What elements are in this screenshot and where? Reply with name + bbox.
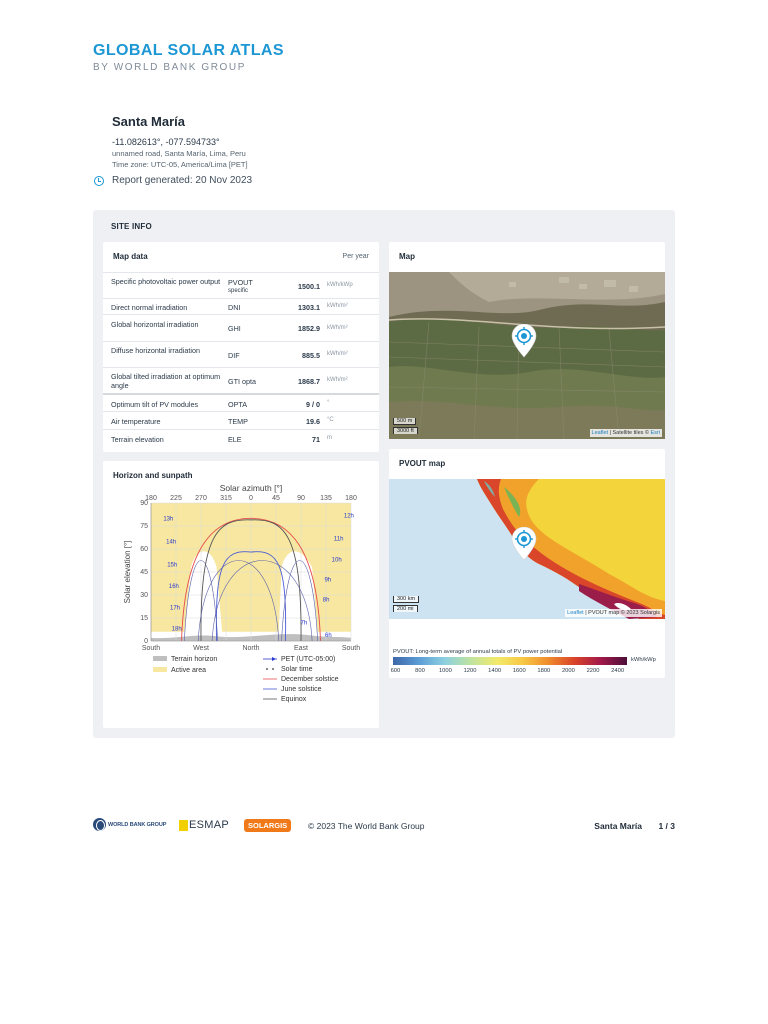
row-value: 71 <box>312 434 320 444</box>
row-value: 1852.9 <box>298 324 320 333</box>
hour-label: 15h <box>167 562 178 569</box>
wbg-logo <box>93 818 166 831</box>
row-unit: ° <box>327 400 330 406</box>
y-tick: 15 <box>140 615 148 622</box>
legend-tick: 2200 <box>586 668 600 674</box>
report-generated <box>94 175 252 186</box>
row-label: Diffuse horizontal irradiation <box>111 346 200 355</box>
legend-tick: 1600 <box>512 668 526 674</box>
pvout-attribution <box>565 609 662 617</box>
location-address: unnamed road, Santa María, Lima, Peru <box>112 149 246 158</box>
site-info-panel <box>93 210 675 738</box>
legend-tick: 1200 <box>463 668 477 674</box>
hour-label: 18h <box>171 626 182 633</box>
bottom-tick: South <box>141 645 161 652</box>
pvout-legend-unit: kWh/kWp <box>631 657 656 663</box>
map-card <box>389 242 665 439</box>
esmap-logo <box>179 819 229 831</box>
hour-label: 12h <box>343 513 354 520</box>
horizon-title: Horizon and sunpath <box>113 471 193 480</box>
brand-title: GLOBAL SOLAR ATLAS <box>93 42 284 59</box>
map-scale-m: 500 m <box>393 418 416 425</box>
legend-active: Active area <box>171 667 207 674</box>
row-label: Direct normal irradiation <box>111 302 188 312</box>
row-abbr: DNI <box>228 302 241 312</box>
hour-label: 16h <box>168 583 179 590</box>
row-value: 1500.1 <box>298 281 320 291</box>
pvout-legend-bar <box>393 657 627 665</box>
row-unit: kWh/m² <box>327 303 348 309</box>
row-unit: m <box>327 435 332 441</box>
legend-tick: 2400 <box>611 668 625 674</box>
map-data-row <box>103 272 379 298</box>
row-value: 885.5 <box>302 350 320 360</box>
top-tick: 180 <box>345 495 357 502</box>
location-pin-icon[interactable] <box>510 527 538 561</box>
top-tick: 270 <box>195 495 207 502</box>
esmap-logo-text: ESMAP <box>189 819 230 831</box>
row-abbr: TEMP <box>228 416 248 426</box>
bottom-tick: West <box>193 645 209 652</box>
solargis-logo: SOLARGIS <box>244 819 291 832</box>
leaflet-link[interactable]: Leaflet <box>591 430 609 436</box>
esmap-mark-icon <box>179 820 188 831</box>
row-label: Global tilted irradiation at optimum angle <box>111 372 221 390</box>
row-abbr-sub: specific <box>228 287 249 294</box>
hour-label: 10h <box>331 557 342 564</box>
legend-equinox: Equinox <box>281 696 307 703</box>
row-value: 1868.7 <box>298 376 320 386</box>
map-data-card <box>103 242 379 452</box>
footer <box>93 818 675 834</box>
pvout-map-title: PVOUT map <box>399 459 446 468</box>
pvout-attribution-text: | PVOUT map © 2023 Solargis <box>583 610 660 616</box>
hour-label: 13h <box>163 516 174 523</box>
pvout-scale-mi: 200 mi <box>393 605 418 612</box>
top-tick: 0 <box>249 495 253 502</box>
brand <box>93 42 284 73</box>
row-label: Global horizontal irradiation <box>111 319 199 329</box>
legend-tick: 1800 <box>537 668 551 674</box>
wbg-logo-text: WORLD BANK GROUP <box>108 821 167 828</box>
location-block <box>112 114 248 169</box>
legend-tick: 600 <box>390 668 401 674</box>
map-attribution-text: | Satellite tiles © <box>608 430 651 436</box>
top-tick: 135 <box>320 495 332 502</box>
hour-label: 9h <box>324 577 332 584</box>
pvout-map[interactable] <box>389 479 665 619</box>
horizon-card <box>103 461 379 728</box>
bottom-tick: East <box>293 645 309 652</box>
row-unit: kWh/m² <box>327 324 348 331</box>
page-number: 1 / 3 <box>658 821 675 831</box>
top-tick: 90 <box>297 495 305 502</box>
top-tick: 225 <box>170 495 182 502</box>
row-abbr: PVOUT <box>228 277 253 287</box>
hour-label: 14h <box>166 539 177 546</box>
row-label: Air temperature <box>111 416 161 426</box>
map-data-title: Map data <box>113 252 148 261</box>
row-label: Terrain elevation <box>111 434 164 444</box>
top-tick: 315 <box>220 495 232 502</box>
row-label: Optimum tilt of PV modules <box>111 399 199 409</box>
hour-curve <box>282 561 318 642</box>
sunpath-chart <box>103 483 379 728</box>
legend-tick: 2000 <box>561 668 575 674</box>
row-label: Specific photovoltaic power output <box>111 277 221 286</box>
hour-label: 6h <box>325 632 332 639</box>
map-title: Map <box>399 252 415 261</box>
top-tick: 180 <box>145 495 157 502</box>
pvout-scale-km: 300 km <box>393 596 419 603</box>
row-abbr: ELE <box>228 434 242 444</box>
location-pin-icon[interactable] <box>510 324 538 358</box>
pvout-legend-ticks <box>390 668 633 676</box>
map-data-row <box>103 314 379 341</box>
legend-terrain: Terrain horizon <box>171 656 218 663</box>
legend-tick: 800 <box>415 668 425 674</box>
brand-subtitle: BY WORLD BANK GROUP <box>93 62 247 73</box>
hour-label: 11h <box>333 536 344 543</box>
clock-icon <box>94 176 104 186</box>
row-unit: kWh/m² <box>327 377 348 383</box>
row-abbr: DIF <box>228 350 240 360</box>
y-tick: 30 <box>140 592 148 599</box>
map-data-row <box>103 298 379 314</box>
map-data-row <box>103 367 379 393</box>
legend-active-swatch <box>153 667 167 672</box>
bottom-tick: North <box>242 645 260 652</box>
map-data-row <box>103 393 379 411</box>
sunpath-ylabel: Solar elevation [°] <box>123 540 132 604</box>
row-value: 9 / 0 <box>306 399 320 409</box>
bottom-tick: South <box>341 645 361 652</box>
row-value: 1303.1 <box>298 302 320 312</box>
footer-location: Santa María <box>594 821 642 831</box>
location-name: Santa María <box>112 114 185 129</box>
map-attribution <box>590 429 662 437</box>
map-data-row <box>103 411 379 429</box>
row-abbr: OPTA <box>228 399 248 409</box>
row-abbr: GHI <box>228 324 241 333</box>
esri-link[interactable]: Esri <box>650 430 660 436</box>
hour-label: 7h <box>300 620 308 627</box>
copyright: © 2023 The World Bank Group <box>308 821 425 831</box>
legend-solar-dot <box>272 668 274 670</box>
row-abbr: GTI opta <box>228 376 256 386</box>
legend-tick: 1400 <box>488 668 502 674</box>
row-unit: kWh/m² <box>327 351 348 357</box>
map-data-row <box>103 429 379 447</box>
row-unit: kWh/kWp <box>327 282 353 288</box>
pvout-leaflet-link[interactable]: Leaflet <box>567 610 584 616</box>
legend-june: June solstice <box>281 686 322 693</box>
legend-solar-dot <box>266 668 268 670</box>
legend-tick: 1000 <box>438 668 452 674</box>
satellite-map[interactable] <box>389 272 665 439</box>
y-tick: 90 <box>140 500 148 507</box>
legend-pet-arrow <box>272 657 276 661</box>
report-generated-text: Report generated: 20 Nov 2023 <box>112 175 253 186</box>
map-data-row <box>103 341 379 367</box>
row-unit: °C <box>327 417 334 423</box>
pvout-legend-title: PVOUT: Long-term average of annual totals of PV power potential <box>393 649 563 655</box>
hour-label: 17h <box>170 605 181 612</box>
pvout-map-card <box>389 449 665 678</box>
legend-terrain-swatch <box>153 656 167 661</box>
y-tick: 45 <box>140 569 148 576</box>
per-year-label: Per year <box>342 253 369 260</box>
sunpath-title: Solar azimuth [°] <box>219 483 283 493</box>
map-data-table <box>103 272 379 447</box>
location-timezone: Time zone: UTC-05, America/Lima [PET] <box>112 160 248 169</box>
y-tick: 0 <box>144 638 148 645</box>
y-tick: 60 <box>140 546 148 553</box>
hour-label: 8h <box>322 597 330 604</box>
legend-solar-time: Solar time <box>281 666 313 673</box>
map-scale-ft: 3000 ft <box>393 427 418 434</box>
y-tick: 75 <box>140 523 148 530</box>
globe-icon <box>93 818 106 831</box>
legend-pet: PET (UTC-05:00) <box>281 656 336 663</box>
row-value: 19.6 <box>306 416 320 426</box>
site-info-title: SITE INFO <box>111 222 152 231</box>
top-tick: 45 <box>272 495 280 502</box>
location-coords: -11.082613°, -077.594733° <box>112 137 220 147</box>
legend-december: December solstice <box>281 676 339 683</box>
